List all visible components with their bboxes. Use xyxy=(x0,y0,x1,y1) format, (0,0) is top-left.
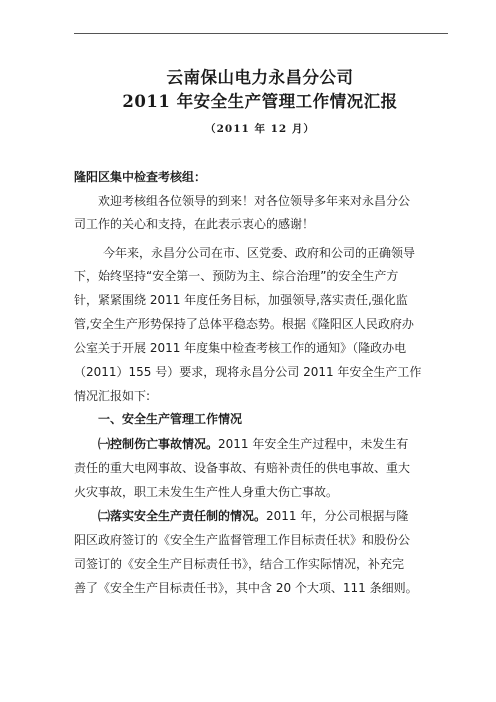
item-2-line-1: 2011 年，分公司根据与隆 xyxy=(266,509,409,523)
item-2-first-line xyxy=(98,509,408,523)
paragraph-2-line-5: 公室关于开展 2011 年度集中检查考核工作的通知》（隆政办电 xyxy=(74,341,407,355)
report-date: （2011 年 12 月） xyxy=(205,123,315,135)
paragraph-2-line-4: 管,安全生产形势保持了总体平稳态势。根据《隆阳区人民政府办 xyxy=(74,317,414,331)
salutation: 隆阳区集中检查考核组： xyxy=(74,170,207,184)
paragraph-2-line-2: 下，始终坚持“安全第一、预防为主、综合治理”的安全生产方 xyxy=(74,269,399,283)
item-1-line-1: 2011 年安全生产过程中，未发生有 xyxy=(218,437,409,451)
item-2-line-3: 司签订的《安全生产目标责任书》，结合工作实际情况，补充完 xyxy=(74,557,405,571)
item-1-heading: ㈠控制伤亡事故情况。 xyxy=(98,437,219,451)
section-1-heading: 一、安全生产管理工作情况 xyxy=(98,412,243,426)
item-2-line-2: 阳区政府签订的《安全生产监督管理工作目标责任状》和股份公 xyxy=(74,533,411,547)
item-2-line-4: 善了《安全生产目标责任书》，其中含 20 个大项、111 条细则。 xyxy=(74,581,418,595)
paragraph-1-line-1: 欢迎考核组各位领导的到来！对各位领导多年来对永昌分公 xyxy=(98,194,411,208)
paragraph-2-line-6: （2011）155 号）要求，现将永昌分公司 2011 年安全生产工作 xyxy=(74,365,422,379)
item-1-line-3: 火灾事故，职工未发生生产性人身重大伤亡事故。 xyxy=(74,485,339,499)
paragraph-2-line-3: 针，紧紧围绕 2011 年度任务目标，加强领导,落实责任,强化监 xyxy=(74,293,408,307)
company-name: 云南保山电力永昌分公司 xyxy=(166,68,354,87)
item-2-heading: ㈡落实安全生产责任制的情况。 xyxy=(98,509,267,523)
report-title: 2011 年安全生产管理工作情况汇报 xyxy=(122,92,398,111)
paragraph-2-line-1: 今年来，永昌分公司在市、区党委、政府和公司的正确领导 xyxy=(103,246,416,260)
paragraph-2-line-7: 情况汇报如下: xyxy=(74,389,151,403)
header-rule xyxy=(74,33,448,34)
item-1-first-line xyxy=(98,437,408,451)
paragraph-1-line-2: 司工作的关心和支持，在此表示衷心的感谢！ xyxy=(74,217,315,231)
item-1-line-2: 责任的重大电网事故、设备事故、有赔补责任的供电事故、重大 xyxy=(74,461,411,475)
